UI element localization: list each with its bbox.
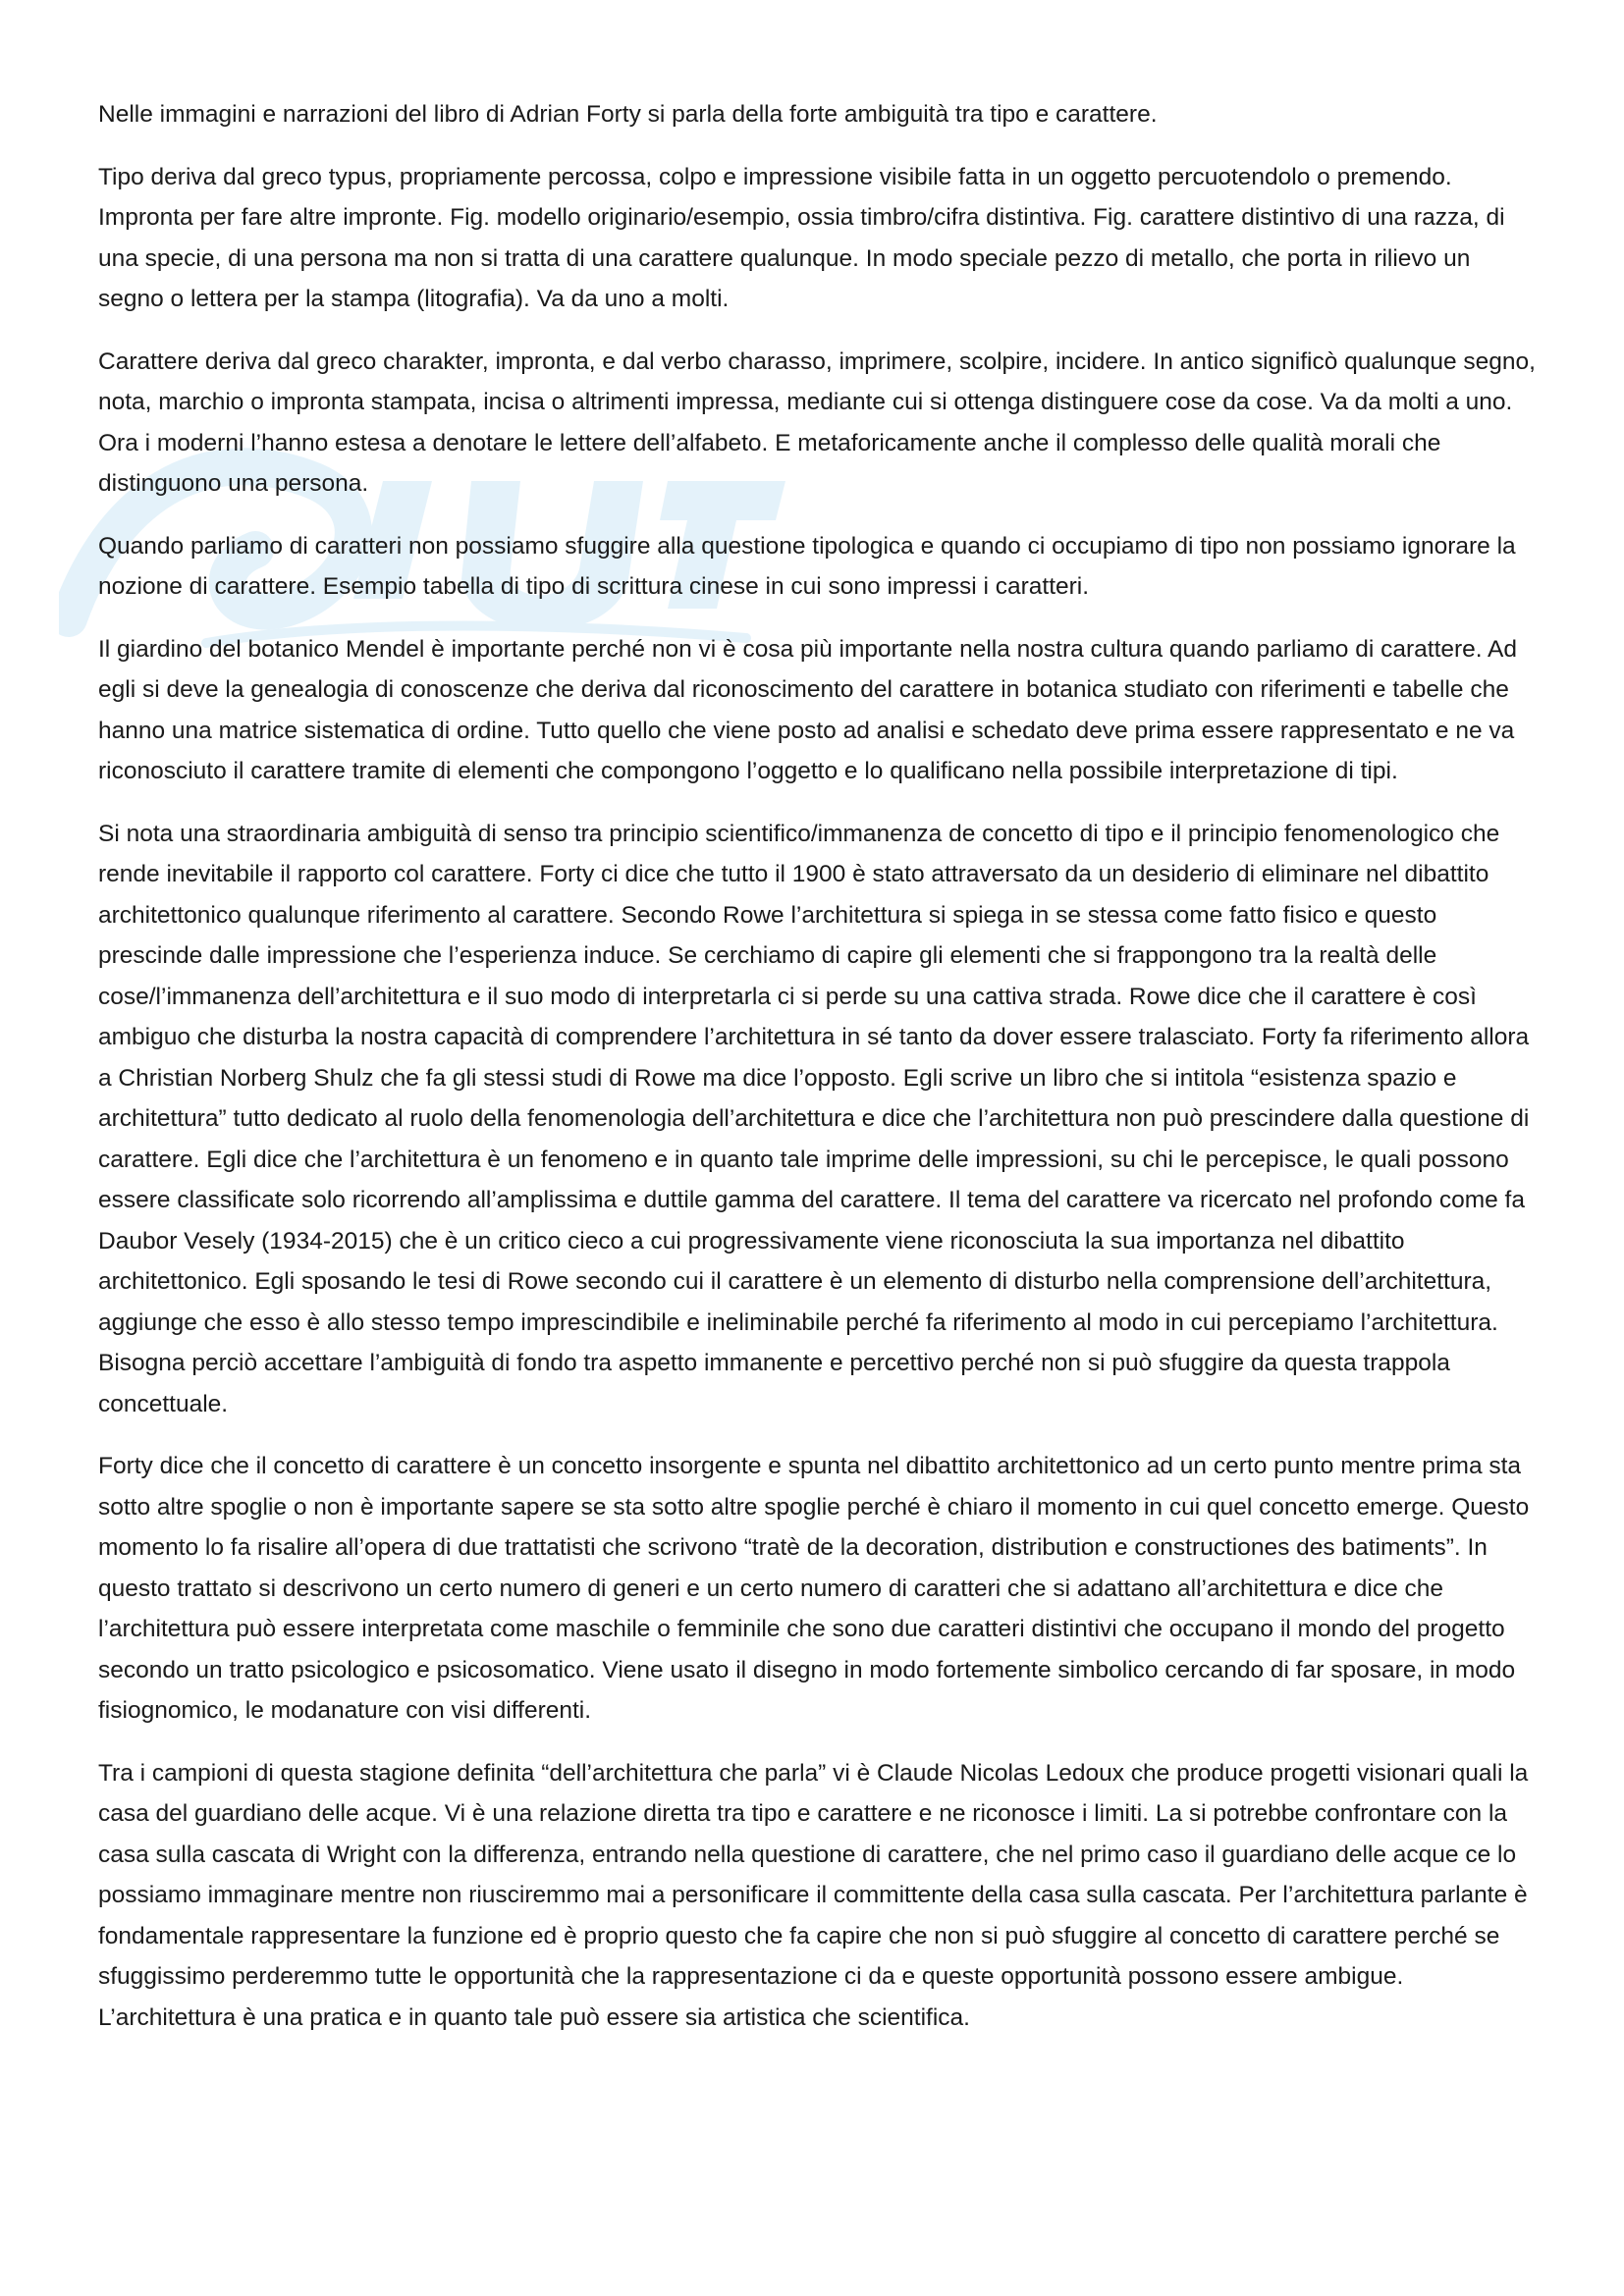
paragraph-tipo: Tipo deriva dal greco typus, propriamente percossa, colpo e impressione visibile fatta in un oggetto percuotendolo o premendo. Impronta per fare altre impronte. Fig. modello originario/esempio, ossia timbro/cifra distintiva. Fig. carattere distintivo di una razza, di una specie, di una persona ma non si tratta di una carattere qualunque. In modo speciale pezzo di metallo, che porta in rilievo un segno o lettera per la stampa (litografia). Va da uno a molti. xyxy=(98,163,1505,312)
paragraph-tipologica: Quando parliamo di caratteri non possiamo sfuggire alla questione tipologica e quando ci occupiamo di tipo non possiamo ignorare la nozione di carattere. Esempio tabella di tipo di scrittura cinese in cui sono impressi i caratteri. xyxy=(98,532,1516,600)
paragraph-ledoux: Tra i campioni di questa stagione definita “dell’architettura che parla” vi è Claude Nicolas Ledoux che produce progetti visionari quali la casa del guardiano delle acque. Vi è una relazione diretta tra tipo e carattere e ne riconosce i limiti. La si potrebbe confrontare con la casa sulla cascata di Wright con la differenza, entrando nella questione di carattere, che nel primo caso il guardiano delle acque ce lo possiamo immaginare mentre non riusciremmo mai a personificare il committente della casa sulla cascata. Per l’architettura parlante è fondamentale rappresentare la funzione ed è proprio questo che fa capire che non si può sfuggire al concetto di carattere perché se sfuggissimo perderemmo tutte le opportunità che la rappresentazione ci da e queste opportunità possono essere ambigue. L’architettura è una pratica e in quanto tale può essere sia artistica che scientifica. xyxy=(98,1759,1529,2031)
paragraph-ambiguita: Si nota una straordinaria ambiguità di senso tra principio scientifico/immanenza de concetto di tipo e il principio fenomenologico che rende inevitabile il rapporto col carattere. Forty ci dice che tutto il 1900 è stato attraversato da un desiderio di eliminare nel dibattito architettonico qualunque riferimento al carattere. Secondo Rowe l’architettura si spiega in se stessa come fatto fisico e questo prescinde dalle impressione che l’esperienza induce. Se cerchiamo di capire gli elementi che si frappongono tra la realtà delle cose/l’immanenza dell’architettura e il suo modo di interpretarla ci si perde su una cattiva strada. Rowe dice che il carattere è così ambiguo che disturba la nostra capacità di comprendere l’architettura in sé tanto da dover essere tralasciato. Forty fa riferimento allora a Christian Norberg Shulz che fa gli stessi studi di Rowe ma dice l’opposto. Egli scrive un libro che si intitola “esistenza spazio e architettura” tutto dedicato al ruolo della fenomenologia dell’architettura e dice che l’architettura non può prescindere dalla questione di carattere. Egli dice che l’architettura è un fenomeno e in quanto tale imprime delle impressioni, su chi le percepisce, le quali possono essere classificate solo ricorrendo all’amplissima e duttile gamma del carattere. Il tema del carattere va ricercato nel profondo come fa Daubor Vesely (1934-2015) che è un critico cieco a cui progressivamente viene riconosciuta la sua importanza nel dibattito architettonico. Egli sposando le tesi di Rowe secondo cui il carattere è un elemento di disturbo nella comprensione dell’architettura, aggiunge che esso è allo stesso tempo imprescindibile e ineliminabile perché fa riferimento al modo in cui percepiamo l’architettura. Bisogna perciò accettare l’ambiguità di fondo tra aspetto immanente e percettivo perché non si può sfuggire da questa trappola concettuale. xyxy=(98,820,1530,1417)
paragraph-mendel: Il giardino del botanico Mendel è importante perché non vi è cosa più importante nella nostra cultura quando parliamo di carattere. Ad egli si deve la genealogia di conoscenze che deriva dal riconoscimento del carattere in botanica studiato con riferimenti e tabelle che hanno una matrice sistematica di ordine. Tutto quello che viene posto ad analisi e schedato deve prima essere rappresentato e ne va riconosciuto il carattere tramite di elementi che compongono l’oggetto e lo qualificano nella possibile interpretazione di tipi. xyxy=(98,635,1518,784)
paragraph-carattere: Carattere deriva dal greco charakter, impronta, e dal verbo charasso, imprimere, scolpire, incidere. In antico significò qualunque segno, nota, marchio o impronta stampata, incisa o altrimenti impressa, mediante cui si ottenga distinguere cose da cose. Va da molti a uno. Ora i moderni l’hanno estesa a denotare le lettere dell’alfabeto. E metaforicamente anche il complesso delle qualità morali che distinguono una persona. xyxy=(98,347,1536,497)
paragraph-forty: Forty dice che il concetto di carattere è un concetto insorgente e spunta nel dibattito architettonico ad un certo punto mentre prima sta sotto altre spoglie o non è importante sapere se sta sotto altre spoglie perché è chiaro il momento in cui quel concetto emerge. Questo momento lo fa risalire all’opera di due trattatisti che scrivono “tratè de la decoration, distribution e constructiones des batiments”. In questo trattato si descrivono un certo numero di generi e un certo numero di caratteri che si adattano all’architettura e dice che l’architettura può essere interpretata come maschile o femminile che sono due caratteri distintivi che occupano il mondo del progetto secondo un tratto psicologico e psicosomatico. Viene usato il disegno in modo fortemente simbolico cercando di far sposare, in modo fisiognomico, le modanature con visi differenti. xyxy=(98,1453,1530,1724)
document-body xyxy=(98,94,1542,2059)
paragraph-intro: Nelle immagini e narrazioni del libro di Adrian Forty si parla della forte ambiguità tra tipo e carattere. xyxy=(98,101,1158,128)
